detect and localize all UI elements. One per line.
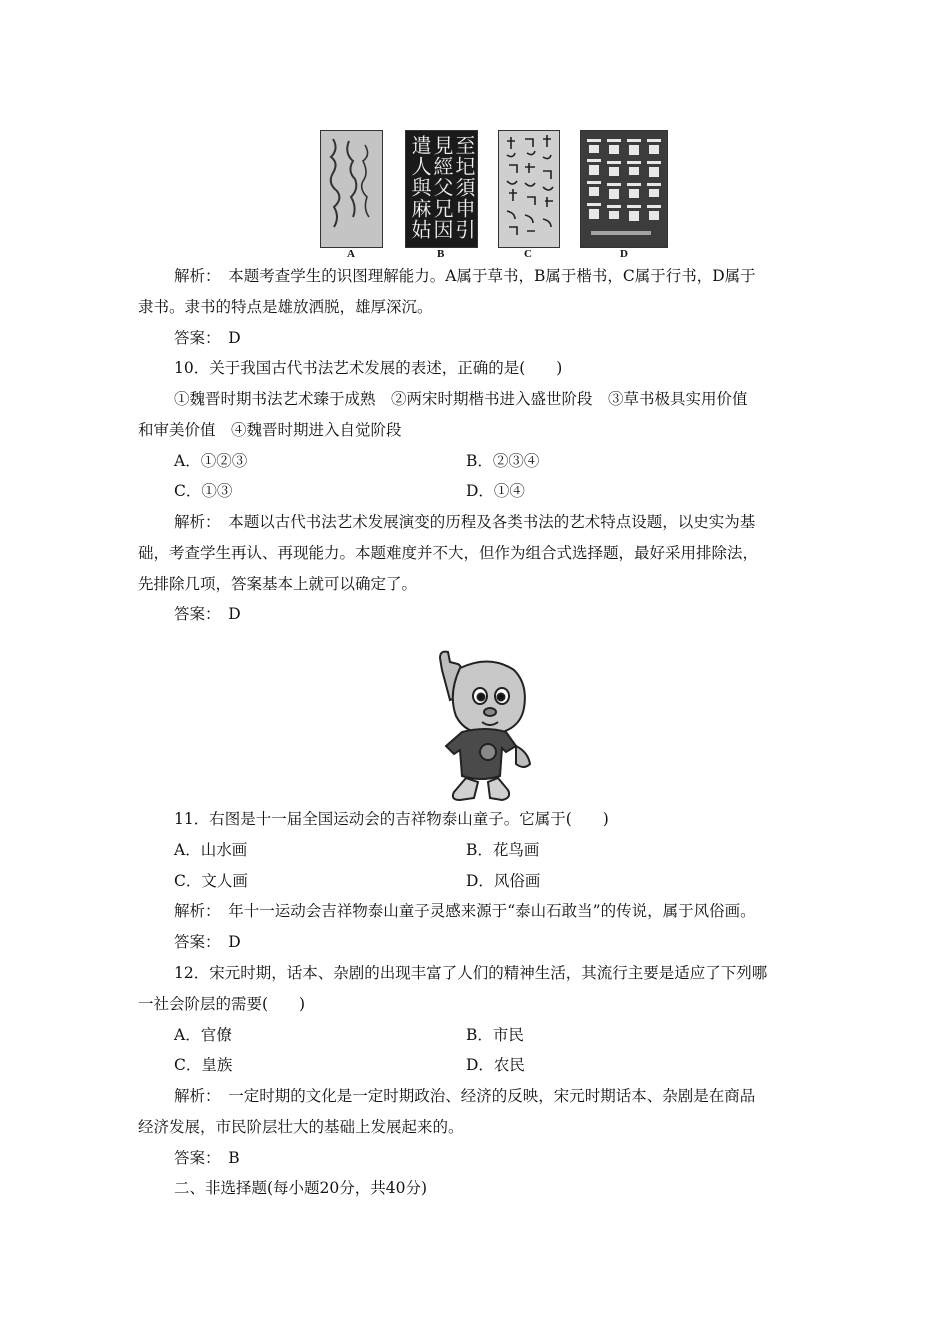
option-10-d: D．①④ [466,482,525,500]
regular-script-glyphs: 至𡉏須申引見經父兄因遣人與麻姑 [408,135,476,240]
question-10-statements: ①魏晋时期书法艺术臻于成熟 ②两宋时期楷书进入盛世阶段 ③草书极具实用价值 [174,390,748,408]
calligraphy-panel-c [498,130,560,248]
analysis-12-cont: 经济发展，市民阶层壮大的基础上发展起来的。 [138,1118,464,1136]
option-12-b: B．市民 [466,1026,524,1044]
question-10: 10．关于我国古代书法艺术发展的表述，正确的是( ) [174,359,563,377]
option-12-a: A．官僚 [174,1026,232,1044]
analysis-11: 解析： 年十一运动会吉祥物泰山童子灵感来源于“泰山石敢当”的传说，属于风俗画。 [174,902,756,920]
analysis-10-cont-1: 础，考查学生再认、再现能力。本题难度并不大，但作为组合式选择题，最好采用排除法， [138,544,759,562]
option-10-b: B．②③④ [466,452,540,470]
option-12-d: D．农民 [466,1056,525,1074]
analysis-12: 解析： 一定时期的文化是一定时期政治、经济的反映，宋元时期话本、杂剧是在商品 [174,1087,756,1105]
analysis-10: 解析： 本题以古代书法艺术发展演变的历程及各类书法的艺术特点设题，以史实为基 [174,513,756,531]
option-11-a: A．山水画 [174,841,248,859]
calligraphy-panel-d [580,130,668,248]
mascot-figure [410,640,540,805]
analysis-9-cont: 隶书。隶书的特点是雄放洒脱，雄厚深沉。 [138,298,433,316]
analysis-9: 解析： 本题考查学生的识图理解能力。A属于草书，B属于楷书，C属于行书，D属于 [174,267,756,285]
answer-11: 答案： D [174,933,241,951]
calligraphy-panel-b [405,130,478,248]
option-11-c: C．文人画 [174,872,248,890]
option-10-c: C．①③ [174,482,233,500]
answer-12: 答案： B [174,1149,240,1167]
panel-label-b: B [437,248,445,260]
panel-label-d: D [620,248,628,260]
analysis-10-cont-2: 先排除几项，答案基本上就可以确定了。 [138,575,418,593]
cursive-script-image [321,131,382,247]
option-11-d: D．风俗画 [466,872,541,890]
clerical-script-image [581,131,667,247]
answer-9: 答案： D [174,329,241,347]
running-script-image [499,131,559,247]
option-11-b: B．花鸟画 [466,841,540,859]
answer-10: 答案： D [174,605,241,623]
taishan-boy-mascot-image [410,640,540,805]
question-12: 12．宋元时期，话本、杂剧的出现丰富了人们的精神生活，其流行主要是适应了下列哪 [174,964,768,982]
question-10-statements-cont: 和审美价值 ④魏晋时期进入自觉阶段 [138,421,402,439]
option-10-a: A．①②③ [174,452,248,470]
panel-label-c: C [524,248,532,260]
question-12-cont: 一社会阶层的需要( ) [138,995,306,1013]
question-11: 11．右图是十一届全国运动会的吉祥物泰山童子。它属于( ) [174,810,609,828]
option-12-c: C．皇族 [174,1056,233,1074]
section-heading-non-choice: 二、非选择题(每小题20分，共40分) [174,1179,428,1197]
calligraphy-panel-a [320,130,383,248]
panel-label-a: A [347,248,355,260]
